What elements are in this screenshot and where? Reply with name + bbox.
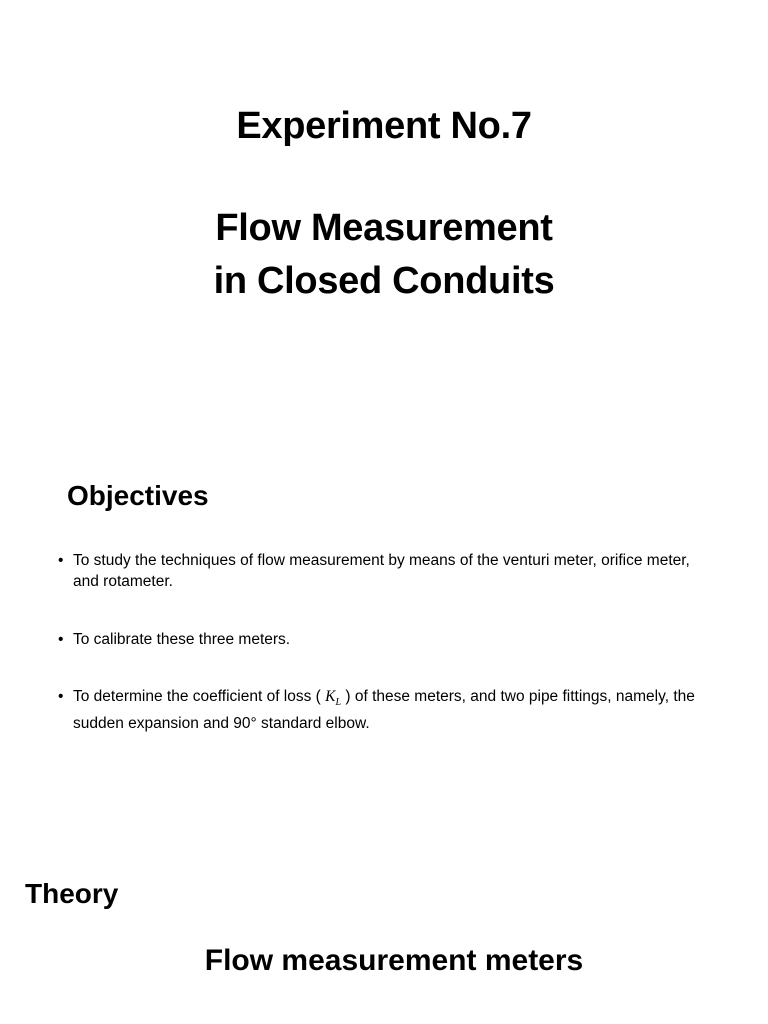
objective-item xyxy=(58,550,708,592)
objectives-heading: Objectives xyxy=(67,480,209,511)
objective-text: To study the techniques of flow measurement by means of the venturi meter, orifice meter, and rotameter. xyxy=(73,552,690,590)
bullet-marker: • xyxy=(58,631,64,648)
objective-text-after: ) of these meters, and two pipe fittings, namely, the sudden expansion and 90° standard elbow. xyxy=(73,688,695,733)
objective-text-before: To determine the coefficient of loss ( xyxy=(73,688,321,705)
objective-text: To calibrate these three meters. xyxy=(73,631,291,648)
subject-title-line-2: in Closed Conduits xyxy=(213,260,555,302)
experiment-title: Experiment No.7 xyxy=(236,105,532,147)
loss-coefficient-letter: K xyxy=(325,688,336,705)
objective-item xyxy=(58,686,708,734)
loss-coefficient-subscript: L xyxy=(335,697,342,709)
flow-meters-subheading: Flow measurement meters xyxy=(204,944,584,977)
objective-text xyxy=(73,686,708,734)
bullet-marker: • xyxy=(58,552,64,569)
objective-item xyxy=(58,629,708,650)
loss-coefficient-symbol xyxy=(325,688,342,709)
bullet-marker: • xyxy=(58,688,64,705)
theory-heading: Theory xyxy=(25,878,119,909)
subject-title-line-1: Flow Measurement xyxy=(215,207,553,249)
